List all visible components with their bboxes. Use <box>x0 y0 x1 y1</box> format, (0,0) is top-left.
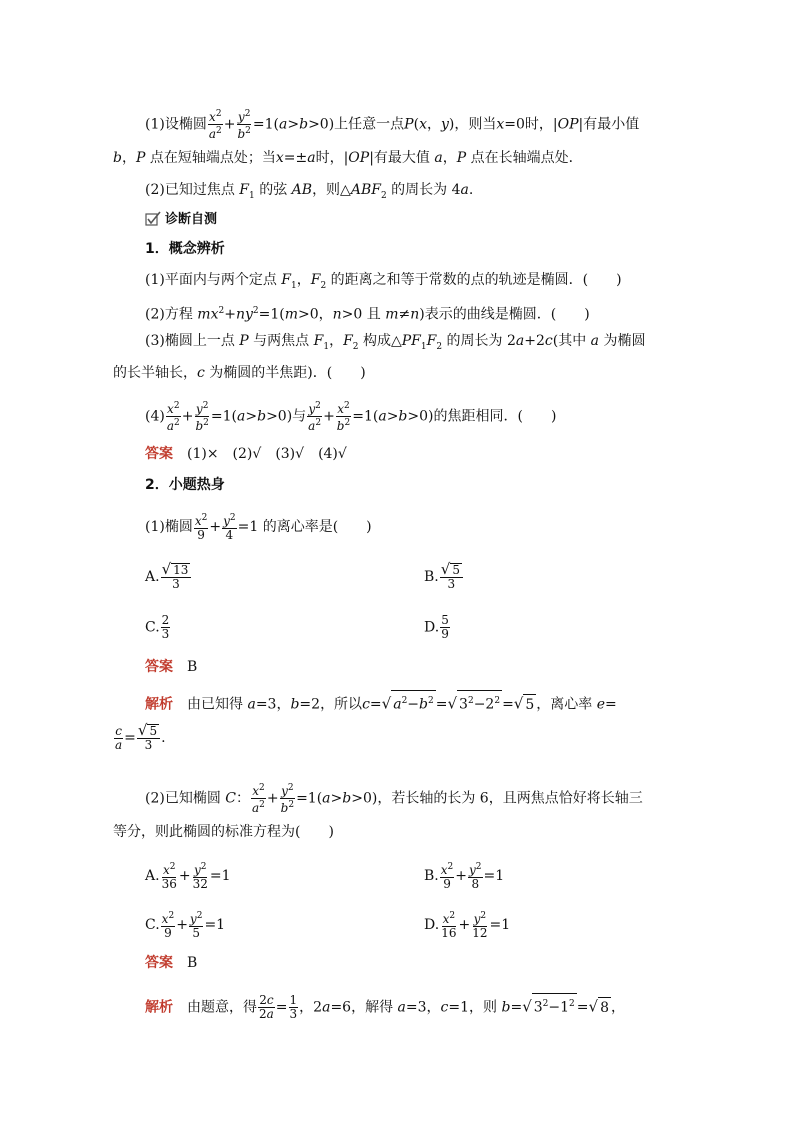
text: 等分，则此椭圆的标准方程为( ) <box>113 824 334 840</box>
line-focal-chord: (2)已知过焦点 $F_1$ 的弦 AB，则$\triangle ABF_2$ 的周长为 4a. <box>145 182 474 201</box>
option-b-2: B. $\frac{x^2}{9}$ + $\frac{y^2}{8}$ =1 <box>424 862 505 891</box>
text: 的弦 <box>259 182 288 198</box>
text: (2)方程 <box>145 306 193 323</box>
option-c-1: C. $\frac{2}{3}$ <box>145 613 170 641</box>
answer-value: (1)× (2)√ (3)√ (4)√ <box>187 446 347 462</box>
text: (1)椭圆 <box>145 519 193 535</box>
text: 的距离之和等于常数的点的轨迹是椭圆．( ) <box>330 272 622 288</box>
text: 与两焦点 <box>253 333 310 349</box>
text: 的周长为 2 <box>446 333 516 349</box>
q1-title <box>145 239 225 259</box>
solution-label: 解析 <box>145 999 173 1016</box>
option-a-1: A. $\frac{√ 13}{3}$ <box>145 563 192 591</box>
text: 的离心率是( ) <box>262 519 372 535</box>
answer-1 <box>145 444 347 464</box>
answer-label: 答案 <box>145 659 173 675</box>
text: (其中 <box>552 333 587 349</box>
q1-item3-cont: 的长半轴长，c 为椭圆的半焦距)．( ) <box>113 365 366 381</box>
text: 1．概念辨析 <box>145 241 225 257</box>
option-label: C. <box>145 619 160 636</box>
answer-3 <box>145 953 197 973</box>
text: ，所以 <box>320 696 363 713</box>
text: ，解得 <box>351 999 394 1016</box>
option-label: A. <box>145 868 160 884</box>
answer-value: B <box>187 659 198 675</box>
text: ，则当 <box>454 116 497 133</box>
q2-item2-cont <box>113 822 334 842</box>
text: ，离心率 <box>536 696 593 713</box>
text: (2)已知椭圆 <box>145 790 221 807</box>
text: 由题意，得 <box>187 999 257 1016</box>
q1-item4: (4) $\frac{x^2}{a^2}$ + $\frac{y^2}{b^2}$ =1(a>b>0)与 $\frac{y^2}{a^2}$ + $\frac{x^2}{b^2}$ =1(a>b>0)的焦距相同．( ) <box>145 401 557 433</box>
text: 构成△ <box>362 333 402 349</box>
option-label: C. <box>145 917 160 933</box>
text: 2．小题热身 <box>145 477 225 493</box>
solution-1: 解析 由已知得 a=3，b=2，所以c=√ $a^2-b^2$ =√ $3^2-2^2$ =√ 5 ，离心率 e= <box>145 690 617 715</box>
q1-item1: (1)平面内与两个定点 $F_1$，$F_2$ 的距离之和等于常数的点的轨迹是椭圆．( ) <box>145 272 622 291</box>
option-b-1: B. $\frac{√ 5}{3}$ <box>424 563 464 591</box>
text: ，若长轴的长为 6，且两焦点恰好将长轴三 <box>377 790 643 807</box>
text: 的长半轴长， <box>113 365 197 381</box>
option-label: D. <box>424 917 440 933</box>
text: 时，| <box>524 116 558 133</box>
solution-label: 解析 <box>145 696 173 713</box>
text: (2)已知过焦点 <box>145 182 235 198</box>
q2-item1: (1)椭圆 $\frac{x^2}{9}$ + $\frac{y^2}{4}$ =1 的离心率是( ) <box>145 513 372 542</box>
solution-2: 解析 由题意，得 $\frac{2c}{2a}$ = $\frac{1}{3}$ ，2a=6，解得 a=3，c=1，则 b=√ $3^2-1^2$ =√ 8 ， <box>145 993 625 1022</box>
option-c-2: C. $\frac{x^2}{9}$ + $\frac{y^2}{5}$ =1 <box>145 911 226 940</box>
q2-item2: (2)已知椭圆 C： $\frac{x^2}{a^2}$ + $\frac{y^2}{b^2}$ =1(a>b>0)，若长轴的长为 6，且两焦点恰好将长轴三 <box>145 783 643 815</box>
text: (1)设椭圆 <box>145 116 207 133</box>
answer-label: 答案 <box>145 446 173 462</box>
text: 表示的曲线是椭圆．( ) <box>424 306 590 323</box>
text: 点在短轴端点处；当 <box>149 150 276 166</box>
option-label: A. <box>145 569 160 585</box>
q2-title <box>145 475 225 495</box>
answer-2 <box>145 657 197 677</box>
checkbox-check-icon <box>145 211 161 227</box>
section-header <box>145 209 217 230</box>
text: ，则 <box>469 999 498 1016</box>
text: 时，| <box>315 150 349 166</box>
text: 由已知得 <box>187 696 243 713</box>
section-title: 诊断自测 <box>165 212 218 227</box>
text: 的焦距相同．( ) <box>433 408 557 425</box>
text: 上任意一点 <box>334 116 405 133</box>
option-d-2: D. $\frac{x^2}{16}$ + $\frac{y^2}{12}$ =1 <box>424 911 511 940</box>
answer-label: 答案 <box>145 955 173 971</box>
q1-item2: (2)方程 $mx^2+ny^2=1(m>0$，n>0 且 m≠n)表示的曲线是椭圆．( ) <box>145 306 590 323</box>
option-label: B. <box>424 569 439 585</box>
text: 点在长轴端点处． <box>470 150 583 166</box>
line-ellipse-min-2: b，P 点在短轴端点处；当x=±a时，|OP|有最大值 a，P 点在长轴端点处． <box>113 150 583 166</box>
option-label: D. <box>424 619 440 636</box>
option-d-1: D. $\frac{5}{9}$ <box>424 613 449 641</box>
solution-1-cont: $\frac{c}{a}$ = $\frac{√ 5}{3}$ . <box>115 721 166 752</box>
q1-item3: (3)椭圆上一点 P 与两焦点 $F_1$，$F_2$ 构成$\triangle PF_1F_2$ 的周长为 2a+2c(其中 a 为椭圆 <box>145 333 646 352</box>
text: |有最大值 <box>369 150 430 166</box>
text: 为椭圆 <box>603 333 646 349</box>
text: (1)平面内与两个定点 <box>145 272 277 288</box>
option-a-2: A. $\frac{x^2}{36}$ + $\frac{y^2}{32}$ =1 <box>145 862 231 891</box>
text: 为椭圆的半焦距)．( ) <box>209 365 366 381</box>
answer-value: B <box>187 955 198 971</box>
line-ellipse-min: (1)设椭圆 $\frac{x^2}{a^2}$ + $\frac{y^2}{b^2}$ =1(a>b>0)上任意一点P(x，y)，则当x=0时，|OP|有最小值 <box>145 109 640 141</box>
text: (3)椭圆上一点 <box>145 333 235 349</box>
text: |有最小值 <box>578 116 640 133</box>
text: 的周长为 4 <box>391 182 461 198</box>
text: ，则△ <box>312 182 351 198</box>
option-label: B. <box>424 868 439 884</box>
